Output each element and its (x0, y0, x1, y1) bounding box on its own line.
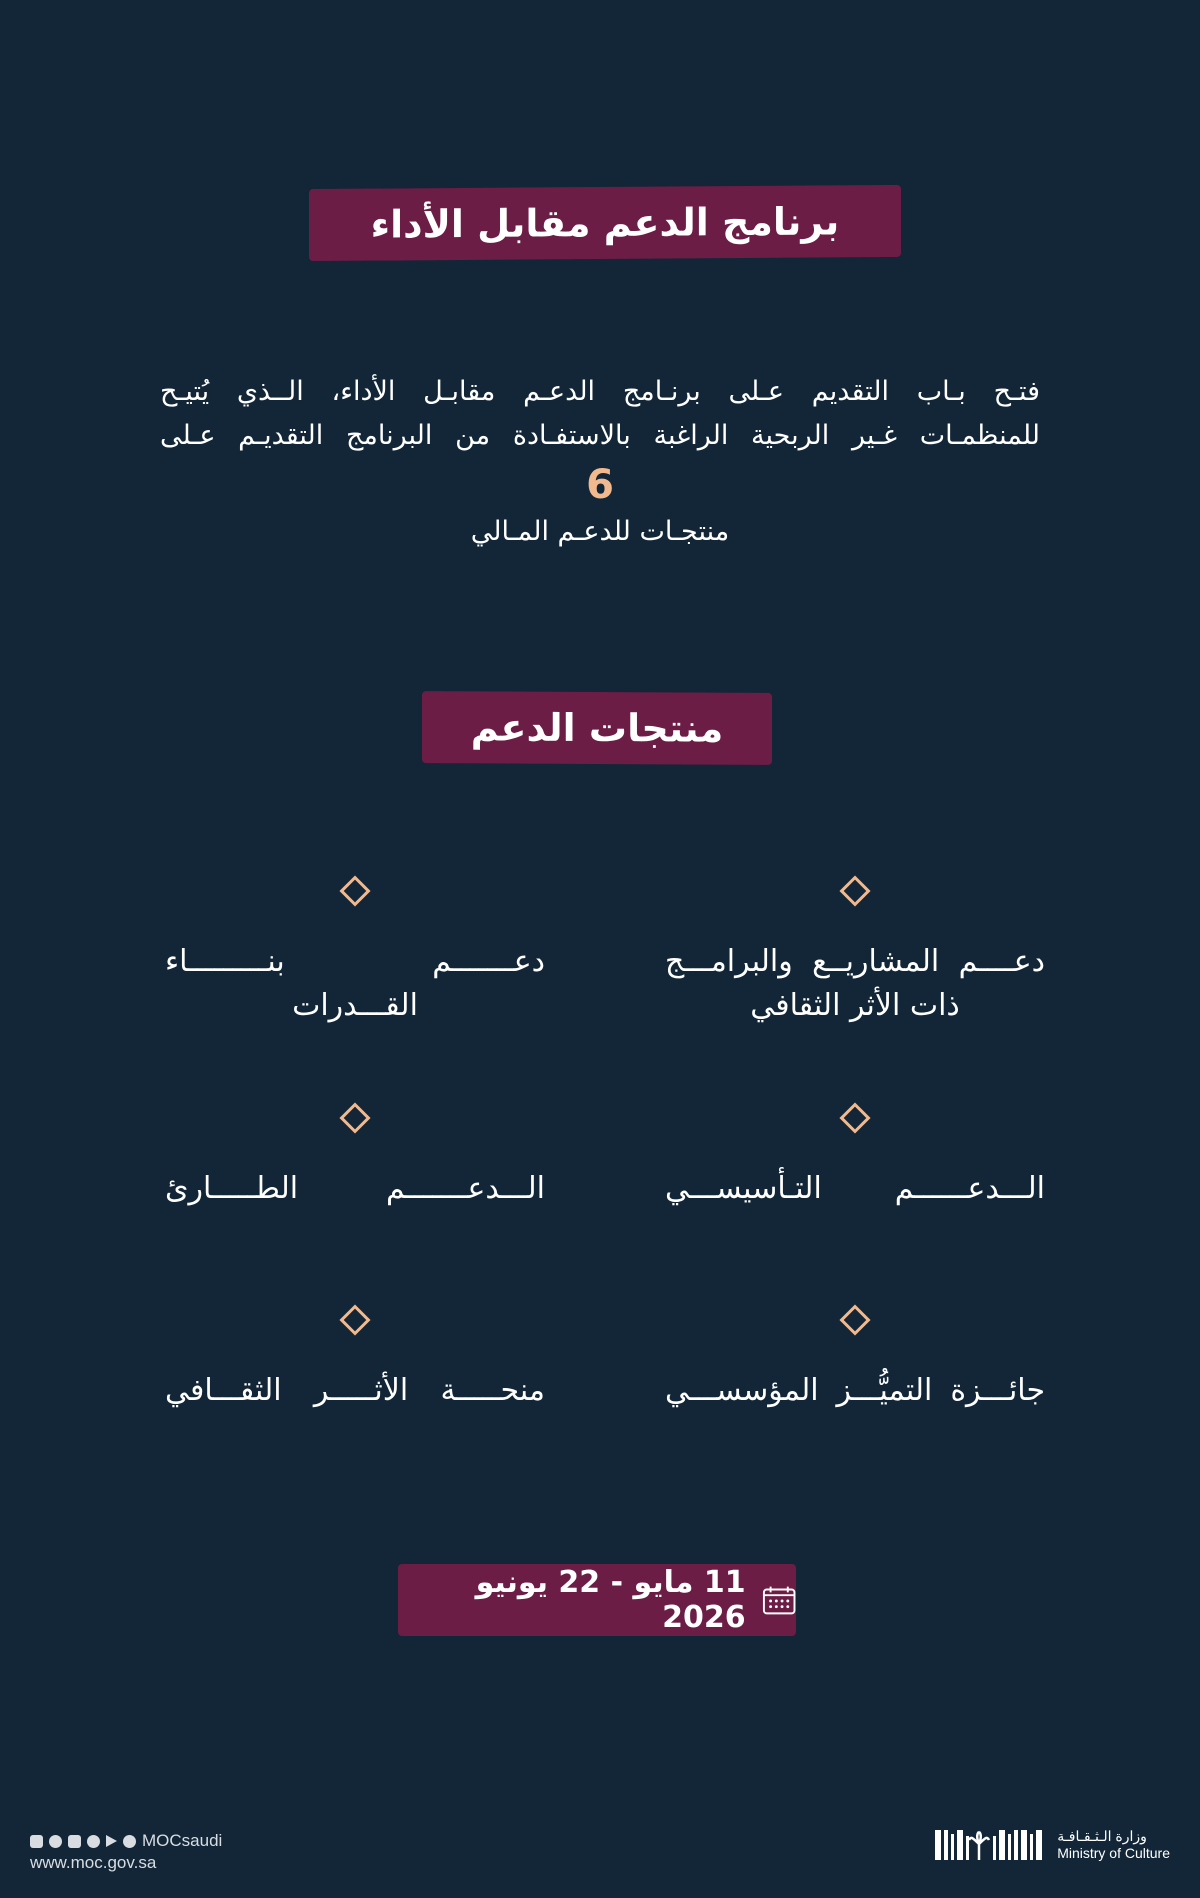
product-item (665, 1309, 1045, 1413)
diamond-icon (339, 1304, 370, 1335)
product-label (665, 940, 1045, 1028)
product-label (165, 1167, 545, 1211)
ministry-name-en: Ministry of Culture (1057, 1845, 1170, 1861)
ministry-name (1057, 1828, 1170, 1862)
intro-tail: منتجـات للدعـم المـالي (470, 516, 730, 547)
date-range: 11 مايو - 22 يونيو 2026 (475, 1565, 746, 1635)
ministry-logo (935, 1826, 1170, 1864)
product-label-line: منحـــــة الأثـــــر الثقـــافي (165, 1373, 545, 1408)
instagram-icon[interactable] (49, 1835, 62, 1848)
diamond-icon (839, 1304, 870, 1335)
calendar-icon (762, 1584, 796, 1616)
tiktok-icon[interactable] (87, 1835, 100, 1848)
page-title-text: برنامج الدعم مقابل الأداء (370, 199, 840, 247)
x-icon[interactable] (30, 1835, 43, 1848)
ministry-logo-icon (935, 1826, 1047, 1864)
products-heading (422, 691, 772, 765)
diamond-icon (339, 1102, 370, 1133)
product-label (165, 940, 545, 1028)
diamond-icon (339, 875, 370, 906)
ministry-name-ar: وزارة الـثـقـافـة (1057, 1828, 1147, 1844)
intro-paragraph (160, 370, 1040, 554)
product-label (665, 1167, 1045, 1211)
intro-line-1: فتـح بـاب التقديم عـلى برنـامج الدعـم مقابـل الأداء، الــذي يُتيـح (160, 376, 1040, 407)
facebook-icon[interactable] (68, 1835, 81, 1848)
intro-highlight-number: 6 (586, 462, 614, 508)
product-label (165, 1369, 545, 1413)
products-heading-text: منتجات الدعم (470, 705, 724, 751)
footer-social (30, 1830, 222, 1874)
product-item (665, 1107, 1045, 1211)
social-handle[interactable]: MOCsaudi (142, 1831, 223, 1850)
social-row (30, 1830, 222, 1852)
product-label-line: ذات الأثر الثقافي (750, 988, 960, 1023)
snapchat-icon[interactable] (123, 1835, 136, 1848)
website-link[interactable]: www.moc.gov.sa (30, 1853, 157, 1872)
date-badge (398, 1564, 796, 1636)
youtube-icon[interactable] (106, 1835, 117, 1847)
diamond-icon (839, 1102, 870, 1133)
product-label-line: الـــدعــــــم التـأسيســـي (665, 1171, 1045, 1206)
product-label-line: القـــدرات (292, 988, 418, 1023)
product-item (665, 880, 1045, 1028)
product-item (165, 1309, 545, 1413)
page-title (309, 185, 901, 261)
diamond-icon (839, 875, 870, 906)
product-item (165, 880, 545, 1028)
product-label-line: الـــدعـــــــم الطـــــارئ (165, 1171, 545, 1206)
product-label-line: جائـــزة التميُّـــز المؤسســـي (665, 1373, 1045, 1408)
product-label-line: دعــــم المشاريــع والبرامـــج (665, 944, 1045, 979)
product-item (165, 1107, 545, 1211)
intro-line-2: للمنظمـات غـير الربحية الراغبة بالاستفـادة من البرنامج التقديـم عـلى (160, 420, 1040, 451)
product-label (665, 1369, 1045, 1413)
product-label-line: دعـــــــم بنـــــــــاء (165, 944, 545, 979)
